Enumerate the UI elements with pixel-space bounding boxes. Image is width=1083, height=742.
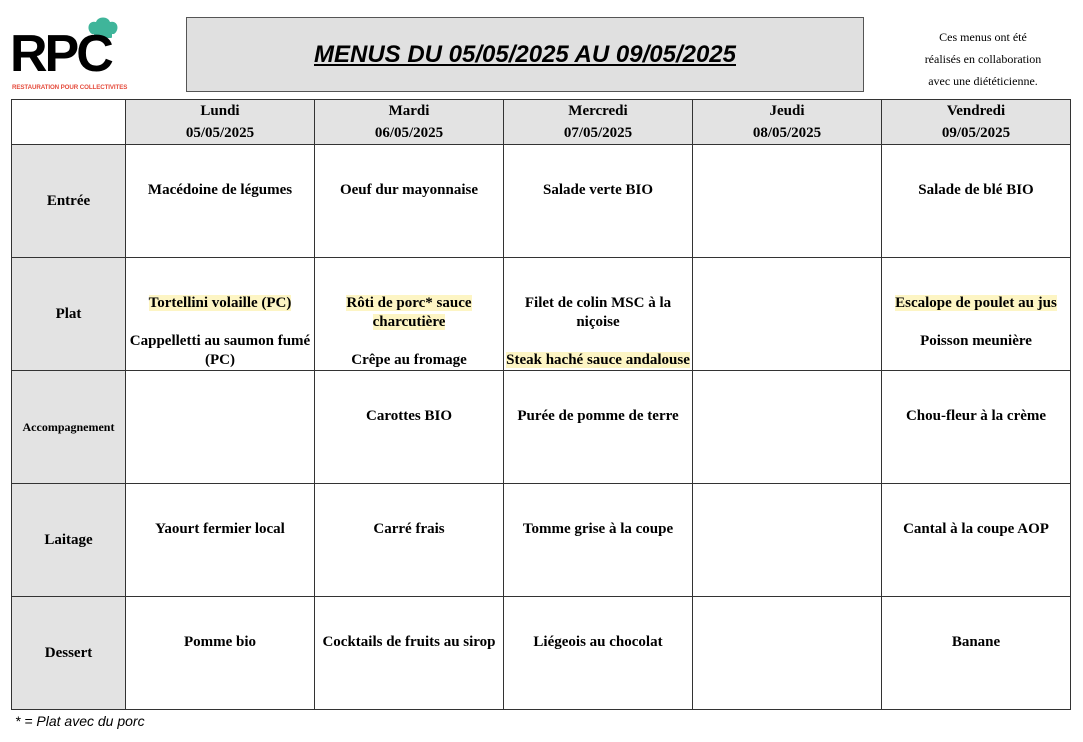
dish-name: Poisson meunière [920, 333, 1032, 349]
dish [882, 294, 1070, 313]
dish-name: Banane [951, 634, 1001, 650]
menu-cell [126, 258, 315, 371]
day-header-mardi [315, 100, 504, 145]
menu-table [11, 99, 1071, 710]
dish-name: Oeuf dur mayonnaise [339, 182, 479, 198]
dish [126, 294, 314, 313]
dish-name: Salade verte BIO [543, 182, 653, 198]
dish-name: Rôti de porc* sauce charcutière [346, 295, 472, 330]
day-date: 08/05/2025 [752, 125, 822, 141]
menu-cell [504, 597, 693, 710]
course-row [12, 371, 1071, 484]
title-banner [186, 17, 864, 92]
dish-name: Steak haché sauce andalouse [506, 352, 690, 368]
menu-cell [504, 258, 693, 371]
menu-cell [315, 597, 504, 710]
menu-cell [126, 145, 315, 258]
dish [882, 520, 1070, 539]
menu-cell [126, 484, 315, 597]
menu-cell [693, 258, 882, 371]
note-line: avec une diététicienne. [928, 74, 1038, 88]
dish [126, 181, 314, 200]
menu-cell [126, 371, 315, 484]
dish [126, 520, 314, 539]
dish-name: Cocktails de fruits au sirop [322, 634, 496, 650]
menu-cell [315, 258, 504, 371]
dish [504, 351, 692, 370]
course-label: Plat [12, 258, 126, 371]
menu-cell [315, 145, 504, 258]
dish [315, 407, 503, 426]
dish-name: Filet de colin MSC à la niçoise [524, 295, 672, 330]
day-header-jeudi [693, 100, 882, 145]
course-row [12, 597, 1071, 710]
menu-cell [882, 371, 1071, 484]
day-name: Lundi [200, 103, 240, 119]
course-row [12, 484, 1071, 597]
dish [315, 294, 503, 332]
dish [882, 332, 1070, 351]
corner-cell [12, 100, 126, 145]
dish [504, 633, 692, 652]
dish [315, 633, 503, 652]
menu-cell [504, 484, 693, 597]
dish-name: Cappelletti au saumon fumé (PC) [129, 333, 311, 368]
dish-name: Tortellini volaille (PC) [148, 295, 292, 311]
dish [126, 332, 314, 370]
course-label: Entrée [12, 145, 126, 258]
dish [504, 294, 692, 332]
day-date: 07/05/2025 [563, 125, 633, 141]
dish-name: Cantal à la coupe AOP [903, 521, 1049, 537]
day-header-vendredi [882, 100, 1071, 145]
dish-name: Carottes BIO [366, 408, 452, 424]
dish [315, 520, 503, 539]
day-header-mercredi [504, 100, 693, 145]
day-header-row [12, 100, 1071, 145]
course-label: Accompagnement [12, 371, 126, 484]
day-date: 06/05/2025 [374, 125, 444, 141]
menu-cell [693, 371, 882, 484]
course-label: Dessert [12, 597, 126, 710]
note-line: réalisés en collaboration [924, 52, 1042, 66]
day-name: Mardi [388, 103, 430, 119]
logo-letters: RPC [10, 25, 111, 83]
menu-cell [504, 371, 693, 484]
dish-name: Chou-fleur à la crème [905, 408, 1047, 424]
dish [504, 520, 692, 539]
dish-name: Carré frais [373, 521, 445, 537]
menu-cell [693, 145, 882, 258]
course-row [12, 258, 1071, 371]
dish [504, 181, 692, 200]
dish [126, 633, 314, 652]
course-row [12, 145, 1071, 258]
day-header-lundi [126, 100, 315, 145]
dietitian-note [898, 26, 1068, 92]
menu-cell [882, 484, 1071, 597]
footnote: * = Plat avec du porc [15, 713, 145, 729]
page-title: MENUS DU 05/05/2025 AU 09/05/2025 [313, 40, 736, 68]
menu-cell [126, 597, 315, 710]
menu-cell [315, 371, 504, 484]
day-name: Mercredi [568, 103, 628, 119]
day-name: Jeudi [769, 103, 805, 119]
dish-name: Yaourt fermier local [155, 521, 285, 537]
dish [315, 181, 503, 200]
menu-cell [882, 145, 1071, 258]
dish-name: Tomme grise à la coupe [522, 521, 674, 537]
menu-cell [693, 597, 882, 710]
dish-name: Escalope de poulet au jus [895, 295, 1057, 311]
dish-name: Liégeois au chocolat [533, 634, 663, 650]
menu-cell [504, 145, 693, 258]
dish-name: Crêpe au fromage [351, 352, 467, 368]
menu-cell [882, 597, 1071, 710]
course-label: Laitage [12, 484, 126, 597]
menu-cell [315, 484, 504, 597]
dish-name: Macédoine de légumes [147, 182, 293, 198]
dish [882, 407, 1070, 426]
logo-tagline: RESTAURATION POUR COLLECTIVITES [12, 84, 128, 91]
dish-name: Purée de pomme de terre [517, 408, 679, 424]
day-date: 09/05/2025 [941, 125, 1011, 141]
dish-name: Pomme bio [183, 634, 257, 650]
note-line: Ces menus ont été [939, 30, 1027, 44]
dish-name: Salade de blé BIO [918, 182, 1034, 198]
rpc-logo [10, 16, 128, 96]
day-name: Vendredi [946, 103, 1006, 119]
menu-cell [882, 258, 1071, 371]
dish [315, 351, 503, 370]
day-date: 05/05/2025 [185, 125, 255, 141]
dish [882, 633, 1070, 652]
dish [504, 407, 692, 426]
dish [882, 181, 1070, 200]
menu-body [12, 145, 1071, 710]
menu-cell [693, 484, 882, 597]
